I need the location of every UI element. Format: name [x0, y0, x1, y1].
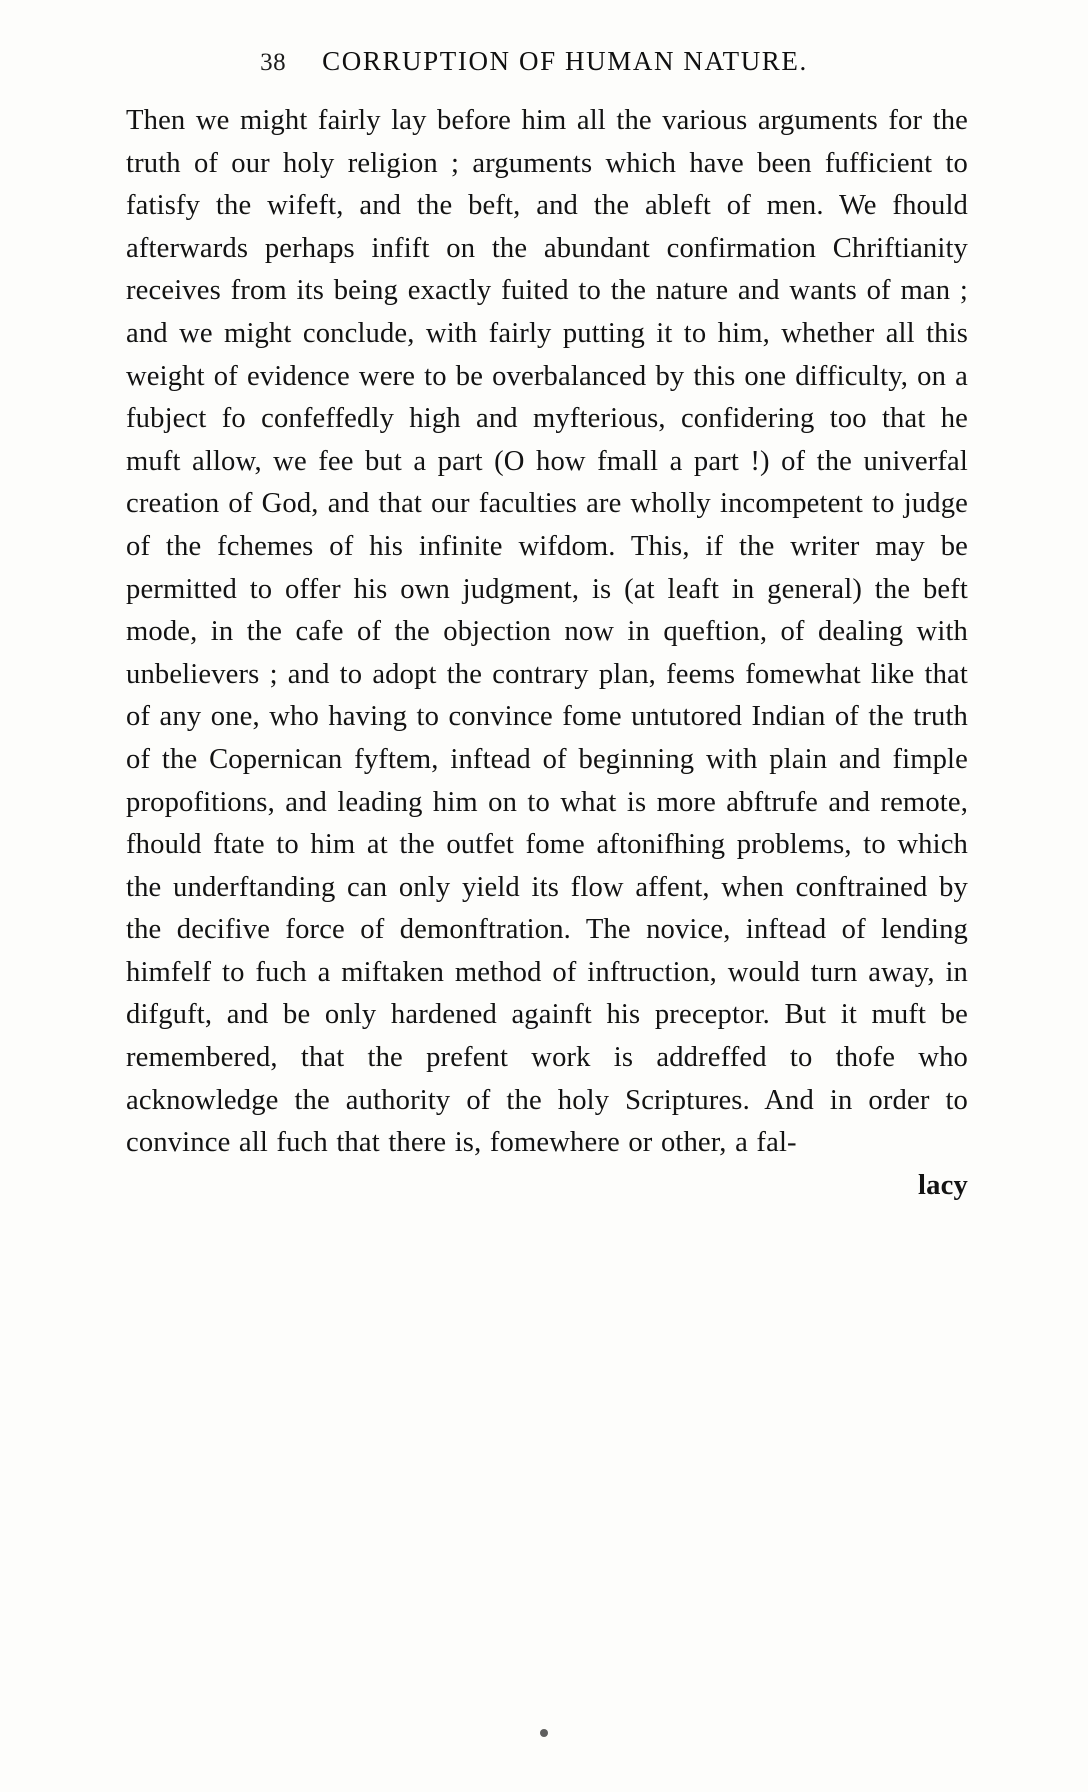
body-paragraph: Then we might fairly lay before him all the various arguments for the truth of our holy religion ; arguments which have been fufficient to fatisfy the wifeft, and the beft, and the ableft of men. We fhould afterwards perhaps infift on the abundant confirmation Chriftianity receives from its being exactly fuited to the nature and wants of man ; and we might conclude, with fairly putting it to him, whether all this weight of evidence were to be overbalanced by this one difficulty, on a fubject fo confeffedly high and myfterious, confidering too that he muft allow, we fee but a part (O how fmall a part !) of the univerfal creation of God, and that our faculties are wholly incompetent to judge of the fchemes of his infinite wifdom. This, if the writer may be permitted to offer his own judgment, is (at leaft in general) the beft mode, in the cafe of the objection now in queftion, of dealing with unbelievers ; and to adopt the contrary plan, feems fomewhat like that of any one, who having to convince fome untutored Indian of the truth of the Copernican fyftem, inftead of beginning with plain and fimple propofitions, and leading him on to what is more abftrufe and remote, fhould ftate to him at the outfet fome aftonifhing problems, to which the underftanding can only yield its flow affent, when conftrained by the decifive force of demonftration. The novice, inftead of lending himfelf to fuch a miftaken method of inftruction, would turn away, in difguft, and be only hardened againft his preceptor. But it muft be remembered, that the prefent work is addreffed to thofe who acknowledge the authority of the holy Scriptures. And in order to convince all fuch that there is, fomewhere or other, a fal-	[126, 105, 968, 1159]
printers-mark	[540, 1729, 548, 1737]
page-header-inner	[260, 46, 808, 77]
body-text-block	[126, 100, 968, 1207]
running-head: CORRUPTION OF HUMAN NATURE.	[322, 46, 808, 76]
catchword: lacy	[917, 1169, 968, 1201]
page-number: 38	[260, 49, 287, 76]
page-header	[0, 46, 1088, 77]
